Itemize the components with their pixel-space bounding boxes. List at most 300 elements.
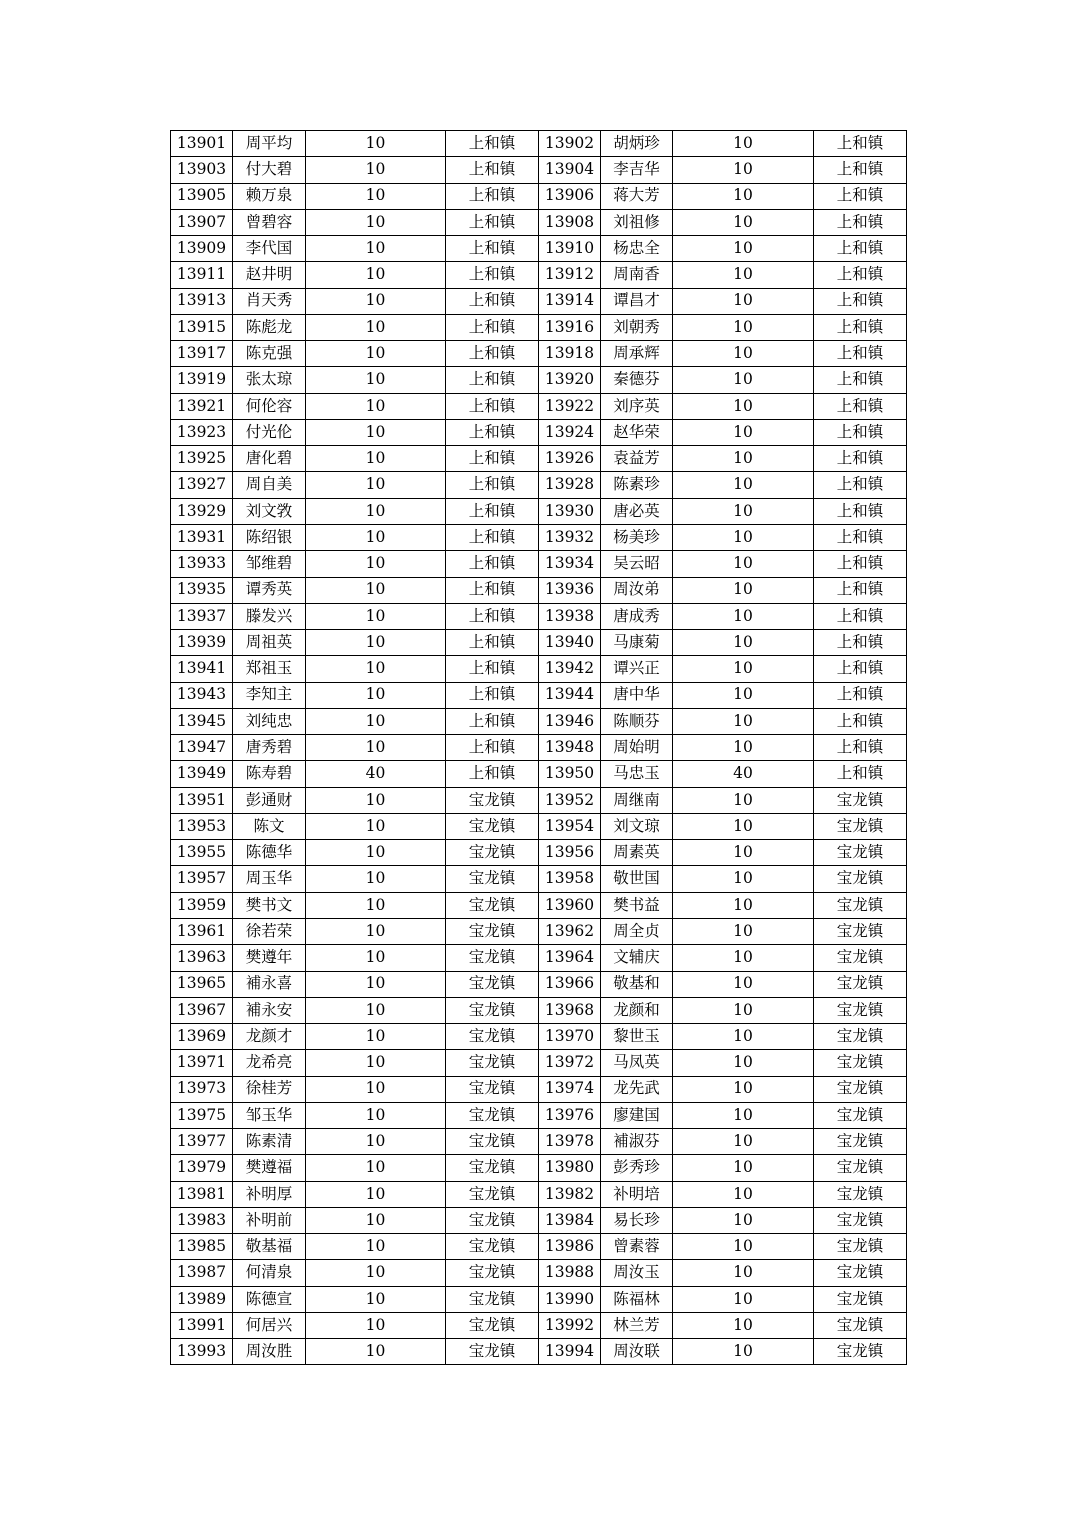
person-name-cell-left: 敬基福 — [233, 1234, 306, 1260]
town-cell-left: 宝龙镇 — [446, 1312, 539, 1338]
amount-cell-right: 10 — [673, 945, 814, 971]
person-name-cell-left: 李知主 — [233, 682, 306, 708]
amount-cell-left: 10 — [306, 577, 446, 603]
person-id-cell-left: 13945 — [171, 708, 233, 734]
person-id-cell-right: 13910 — [539, 236, 601, 262]
table-row — [171, 1207, 907, 1233]
person-id-cell-left: 13909 — [171, 236, 233, 262]
person-name-cell-right: 马凤英 — [601, 1050, 673, 1076]
town-cell-right: 宝龙镇 — [814, 1339, 907, 1365]
town-cell-right: 宝龙镇 — [814, 787, 907, 813]
amount-cell-left: 10 — [306, 840, 446, 866]
town-cell-right: 宝龙镇 — [814, 971, 907, 997]
town-cell-right: 宝龙镇 — [814, 1076, 907, 1102]
person-name-cell-left: 刘纯忠 — [233, 708, 306, 734]
amount-cell-right: 10 — [673, 1155, 814, 1181]
table-row — [171, 945, 907, 971]
town-cell-left: 上和镇 — [446, 630, 539, 656]
person-name-cell-right: 唐中华 — [601, 682, 673, 708]
person-name-cell-left: 付大碧 — [233, 157, 306, 183]
person-name-cell-right: 蒋大芳 — [601, 183, 673, 209]
amount-cell-right: 10 — [673, 630, 814, 656]
town-cell-right: 宝龙镇 — [814, 1286, 907, 1312]
person-id-cell-right: 13916 — [539, 314, 601, 340]
person-name-cell-left: 樊书文 — [233, 892, 306, 918]
table-row — [171, 498, 907, 524]
person-id-cell-left: 13951 — [171, 787, 233, 813]
town-cell-right: 宝龙镇 — [814, 866, 907, 892]
amount-cell-right: 10 — [673, 551, 814, 577]
town-cell-right: 上和镇 — [814, 446, 907, 472]
amount-cell-left: 10 — [306, 1076, 446, 1102]
amount-cell-left: 10 — [306, 367, 446, 393]
person-id-cell-right: 13920 — [539, 367, 601, 393]
town-cell-left: 宝龙镇 — [446, 840, 539, 866]
person-name-cell-left: 邹玉华 — [233, 1102, 306, 1128]
person-id-cell-left: 13985 — [171, 1234, 233, 1260]
amount-cell-left: 10 — [306, 341, 446, 367]
amount-cell-left: 10 — [306, 971, 446, 997]
person-id-cell-left: 13949 — [171, 761, 233, 787]
amount-cell-right: 10 — [673, 472, 814, 498]
town-cell-left: 上和镇 — [446, 735, 539, 761]
table-row — [171, 446, 907, 472]
table-row — [171, 393, 907, 419]
person-name-cell-left: 唐秀碧 — [233, 735, 306, 761]
roster-table — [170, 130, 907, 1365]
town-cell-left: 宝龙镇 — [446, 997, 539, 1023]
amount-cell-left: 10 — [306, 209, 446, 235]
table-row — [171, 472, 907, 498]
table-row — [171, 551, 907, 577]
person-name-cell-left: 樊遵福 — [233, 1155, 306, 1181]
person-name-cell-right: 刘文琼 — [601, 813, 673, 839]
table-row — [171, 1155, 907, 1181]
person-id-cell-left: 13979 — [171, 1155, 233, 1181]
person-id-cell-right: 13972 — [539, 1050, 601, 1076]
town-cell-left: 上和镇 — [446, 577, 539, 603]
person-name-cell-right: 曾素蓉 — [601, 1234, 673, 1260]
person-id-cell-left: 13933 — [171, 551, 233, 577]
amount-cell-right: 10 — [673, 971, 814, 997]
amount-cell-right: 10 — [673, 1102, 814, 1128]
person-name-cell-right: 谭兴正 — [601, 656, 673, 682]
amount-cell-right: 10 — [673, 1129, 814, 1155]
town-cell-right: 宝龙镇 — [814, 1102, 907, 1128]
town-cell-right: 宝龙镇 — [814, 1207, 907, 1233]
person-id-cell-right: 13930 — [539, 498, 601, 524]
person-name-cell-right: 周承辉 — [601, 341, 673, 367]
person-name-cell-right: 马康菊 — [601, 630, 673, 656]
person-id-cell-left: 13929 — [171, 498, 233, 524]
table-row — [171, 918, 907, 944]
town-cell-left: 宝龙镇 — [446, 1181, 539, 1207]
person-name-cell-right: 刘序英 — [601, 393, 673, 419]
person-id-cell-left: 13965 — [171, 971, 233, 997]
person-name-cell-right: 周素英 — [601, 840, 673, 866]
town-cell-right: 宝龙镇 — [814, 1312, 907, 1338]
person-id-cell-right: 13922 — [539, 393, 601, 419]
town-cell-left: 宝龙镇 — [446, 1129, 539, 1155]
amount-cell-right: 10 — [673, 419, 814, 445]
town-cell-left: 宝龙镇 — [446, 971, 539, 997]
person-name-cell-right: 易长珍 — [601, 1207, 673, 1233]
town-cell-left: 宝龙镇 — [446, 1260, 539, 1286]
town-cell-left: 上和镇 — [446, 419, 539, 445]
person-name-cell-right: 唐必英 — [601, 498, 673, 524]
person-name-cell-left: 陈绍银 — [233, 524, 306, 550]
person-name-cell-right: 赵华荣 — [601, 419, 673, 445]
person-id-cell-right: 13944 — [539, 682, 601, 708]
table-row — [171, 1260, 907, 1286]
amount-cell-right: 10 — [673, 367, 814, 393]
amount-cell-left: 10 — [306, 918, 446, 944]
person-id-cell-left: 13913 — [171, 288, 233, 314]
person-id-cell-left: 13953 — [171, 813, 233, 839]
town-cell-left: 宝龙镇 — [446, 1207, 539, 1233]
person-id-cell-right: 13986 — [539, 1234, 601, 1260]
amount-cell-right: 10 — [673, 1207, 814, 1233]
person-name-cell-right: 周汝联 — [601, 1339, 673, 1365]
amount-cell-left: 10 — [306, 656, 446, 682]
amount-cell-left: 10 — [306, 630, 446, 656]
amount-cell-left: 10 — [306, 945, 446, 971]
person-id-cell-right: 13964 — [539, 945, 601, 971]
table-row — [171, 787, 907, 813]
amount-cell-right: 10 — [673, 735, 814, 761]
person-id-cell-right: 13952 — [539, 787, 601, 813]
person-id-cell-left: 13993 — [171, 1339, 233, 1365]
town-cell-left: 宝龙镇 — [446, 787, 539, 813]
person-id-cell-right: 13914 — [539, 288, 601, 314]
town-cell-right: 上和镇 — [814, 551, 907, 577]
person-id-cell-right: 13906 — [539, 183, 601, 209]
person-id-cell-left: 13961 — [171, 918, 233, 944]
amount-cell-left: 10 — [306, 183, 446, 209]
person-id-cell-right: 13928 — [539, 472, 601, 498]
town-cell-left: 上和镇 — [446, 524, 539, 550]
amount-cell-left: 10 — [306, 708, 446, 734]
table-row — [171, 367, 907, 393]
person-id-cell-left: 13963 — [171, 945, 233, 971]
person-name-cell-right: 唐成秀 — [601, 603, 673, 629]
person-id-cell-right: 13970 — [539, 1024, 601, 1050]
person-id-cell-left: 13975 — [171, 1102, 233, 1128]
person-id-cell-right: 13946 — [539, 708, 601, 734]
person-name-cell-right: 樊书益 — [601, 892, 673, 918]
town-cell-right: 宝龙镇 — [814, 892, 907, 918]
amount-cell-left: 10 — [306, 866, 446, 892]
person-id-cell-left: 13931 — [171, 524, 233, 550]
table-row — [171, 577, 907, 603]
town-cell-right: 上和镇 — [814, 603, 907, 629]
amount-cell-left: 10 — [306, 419, 446, 445]
person-name-cell-right: 陈顺芬 — [601, 708, 673, 734]
person-name-cell-right: 敬世国 — [601, 866, 673, 892]
person-name-cell-right: 补明培 — [601, 1181, 673, 1207]
town-cell-left: 上和镇 — [446, 656, 539, 682]
table-row — [171, 1339, 907, 1365]
person-id-cell-right: 13962 — [539, 918, 601, 944]
person-name-cell-right: 杨美珍 — [601, 524, 673, 550]
amount-cell-left: 40 — [306, 761, 446, 787]
town-cell-right: 上和镇 — [814, 735, 907, 761]
amount-cell-left: 10 — [306, 603, 446, 629]
town-cell-left: 上和镇 — [446, 262, 539, 288]
person-name-cell-left: 张太琼 — [233, 367, 306, 393]
person-name-cell-right: 周南香 — [601, 262, 673, 288]
town-cell-right: 宝龙镇 — [814, 1129, 907, 1155]
person-id-cell-right: 13926 — [539, 446, 601, 472]
person-id-cell-left: 13959 — [171, 892, 233, 918]
person-name-cell-left: 陈素清 — [233, 1129, 306, 1155]
town-cell-left: 宝龙镇 — [446, 1050, 539, 1076]
town-cell-right: 上和镇 — [814, 472, 907, 498]
town-cell-left: 宝龙镇 — [446, 1024, 539, 1050]
town-cell-right: 宝龙镇 — [814, 997, 907, 1023]
amount-cell-right: 10 — [673, 682, 814, 708]
town-cell-left: 宝龙镇 — [446, 1286, 539, 1312]
town-cell-right: 上和镇 — [814, 708, 907, 734]
table-row — [171, 735, 907, 761]
person-name-cell-left: 何清泉 — [233, 1260, 306, 1286]
person-id-cell-left: 13919 — [171, 367, 233, 393]
person-id-cell-left: 13907 — [171, 209, 233, 235]
person-id-cell-left: 13943 — [171, 682, 233, 708]
person-id-cell-left: 13927 — [171, 472, 233, 498]
person-name-cell-right: 廖建国 — [601, 1102, 673, 1128]
person-id-cell-right: 13960 — [539, 892, 601, 918]
amount-cell-right: 10 — [673, 262, 814, 288]
person-name-cell-left: 樊遵年 — [233, 945, 306, 971]
amount-cell-left: 10 — [306, 1129, 446, 1155]
person-name-cell-left: 龙颜才 — [233, 1024, 306, 1050]
person-name-cell-right: 敬基和 — [601, 971, 673, 997]
person-name-cell-left: 刘文敩 — [233, 498, 306, 524]
table-row — [171, 419, 907, 445]
town-cell-right: 宝龙镇 — [814, 1181, 907, 1207]
town-cell-right: 宝龙镇 — [814, 918, 907, 944]
person-name-cell-left: 谭秀英 — [233, 577, 306, 603]
amount-cell-left: 10 — [306, 314, 446, 340]
person-name-cell-left: 陈文 — [233, 813, 306, 839]
person-name-cell-left: 补明前 — [233, 1207, 306, 1233]
person-id-cell-right: 13924 — [539, 419, 601, 445]
table-row — [171, 1129, 907, 1155]
person-id-cell-left: 13971 — [171, 1050, 233, 1076]
person-id-cell-right: 13956 — [539, 840, 601, 866]
person-name-cell-right: 陈素珍 — [601, 472, 673, 498]
town-cell-left: 宝龙镇 — [446, 918, 539, 944]
person-name-cell-left: 补明厚 — [233, 1181, 306, 1207]
amount-cell-left: 10 — [306, 393, 446, 419]
town-cell-right: 宝龙镇 — [814, 945, 907, 971]
table-row — [171, 288, 907, 314]
person-name-cell-right: 周汝弟 — [601, 577, 673, 603]
town-cell-left: 宝龙镇 — [446, 866, 539, 892]
person-name-cell-left: 周祖英 — [233, 630, 306, 656]
town-cell-left: 宝龙镇 — [446, 813, 539, 839]
person-id-cell-left: 13969 — [171, 1024, 233, 1050]
table-row — [171, 236, 907, 262]
person-name-cell-right: 秦德芬 — [601, 367, 673, 393]
town-cell-left: 上和镇 — [446, 708, 539, 734]
table-row — [171, 1234, 907, 1260]
town-cell-left: 上和镇 — [446, 761, 539, 787]
table-row — [171, 656, 907, 682]
town-cell-left: 上和镇 — [446, 551, 539, 577]
amount-cell-right: 10 — [673, 892, 814, 918]
person-id-cell-right: 13980 — [539, 1155, 601, 1181]
amount-cell-left: 10 — [306, 157, 446, 183]
amount-cell-right: 10 — [673, 997, 814, 1023]
person-id-cell-right: 13976 — [539, 1102, 601, 1128]
amount-cell-left: 10 — [306, 1050, 446, 1076]
amount-cell-left: 10 — [306, 262, 446, 288]
person-name-cell-left: 曾碧容 — [233, 209, 306, 235]
person-id-cell-right: 13932 — [539, 524, 601, 550]
amount-cell-right: 10 — [673, 1234, 814, 1260]
amount-cell-right: 10 — [673, 1181, 814, 1207]
person-id-cell-left: 13925 — [171, 446, 233, 472]
person-id-cell-right: 13950 — [539, 761, 601, 787]
person-id-cell-left: 13981 — [171, 1181, 233, 1207]
town-cell-right: 上和镇 — [814, 682, 907, 708]
person-name-cell-left: 何居兴 — [233, 1312, 306, 1338]
person-name-cell-right: 周汝玉 — [601, 1260, 673, 1286]
table-row — [171, 1076, 907, 1102]
town-cell-right: 上和镇 — [814, 288, 907, 314]
amount-cell-left: 10 — [306, 1312, 446, 1338]
amount-cell-left: 10 — [306, 1102, 446, 1128]
amount-cell-left: 10 — [306, 236, 446, 262]
person-name-cell-left: 陈彪龙 — [233, 314, 306, 340]
amount-cell-right: 10 — [673, 131, 814, 157]
table-row — [171, 997, 907, 1023]
amount-cell-left: 10 — [306, 1024, 446, 1050]
town-cell-left: 上和镇 — [446, 446, 539, 472]
person-name-cell-left: 陈克强 — [233, 341, 306, 367]
person-id-cell-left: 13905 — [171, 183, 233, 209]
person-name-cell-right: 彭秀珍 — [601, 1155, 673, 1181]
person-name-cell-left: 滕发兴 — [233, 603, 306, 629]
town-cell-right: 上和镇 — [814, 341, 907, 367]
amount-cell-right: 10 — [673, 1024, 814, 1050]
amount-cell-right: 10 — [673, 314, 814, 340]
person-name-cell-left: 李代国 — [233, 236, 306, 262]
person-name-cell-right: 胡炳珍 — [601, 131, 673, 157]
person-id-cell-left: 13911 — [171, 262, 233, 288]
person-name-cell-left: 付光伦 — [233, 419, 306, 445]
town-cell-left: 宝龙镇 — [446, 1076, 539, 1102]
amount-cell-right: 10 — [673, 603, 814, 629]
person-name-cell-left: 周玉华 — [233, 866, 306, 892]
person-id-cell-right: 13984 — [539, 1207, 601, 1233]
amount-cell-left: 10 — [306, 498, 446, 524]
person-name-cell-left: 周汝胜 — [233, 1339, 306, 1365]
person-name-cell-right: 補淑芬 — [601, 1129, 673, 1155]
person-name-cell-right: 马忠玉 — [601, 761, 673, 787]
amount-cell-right: 10 — [673, 524, 814, 550]
person-id-cell-left: 13991 — [171, 1312, 233, 1338]
person-name-cell-left: 補永安 — [233, 997, 306, 1023]
person-name-cell-right: 刘朝秀 — [601, 314, 673, 340]
person-id-cell-right: 13992 — [539, 1312, 601, 1338]
town-cell-right: 上和镇 — [814, 157, 907, 183]
town-cell-right: 宝龙镇 — [814, 1234, 907, 1260]
person-id-cell-right: 13934 — [539, 551, 601, 577]
person-id-cell-right: 13904 — [539, 157, 601, 183]
table-row — [171, 866, 907, 892]
person-id-cell-right: 13942 — [539, 656, 601, 682]
person-id-cell-right: 13938 — [539, 603, 601, 629]
table-row — [171, 813, 907, 839]
town-cell-right: 上和镇 — [814, 498, 907, 524]
town-cell-left: 上和镇 — [446, 603, 539, 629]
town-cell-left: 宝龙镇 — [446, 1102, 539, 1128]
person-name-cell-left: 陈寿碧 — [233, 761, 306, 787]
person-name-cell-right: 谭昌才 — [601, 288, 673, 314]
person-id-cell-right: 13948 — [539, 735, 601, 761]
table-row — [171, 1181, 907, 1207]
amount-cell-right: 10 — [673, 1260, 814, 1286]
amount-cell-right: 10 — [673, 787, 814, 813]
table-row — [171, 1024, 907, 1050]
amount-cell-left: 10 — [306, 1181, 446, 1207]
table-row — [171, 131, 907, 157]
person-id-cell-right: 13954 — [539, 813, 601, 839]
town-cell-left: 上和镇 — [446, 236, 539, 262]
town-cell-left: 宝龙镇 — [446, 945, 539, 971]
person-id-cell-right: 13968 — [539, 997, 601, 1023]
person-id-cell-left: 13937 — [171, 603, 233, 629]
person-id-cell-left: 13917 — [171, 341, 233, 367]
town-cell-left: 宝龙镇 — [446, 1155, 539, 1181]
person-name-cell-left: 何伦容 — [233, 393, 306, 419]
town-cell-left: 上和镇 — [446, 367, 539, 393]
person-id-cell-right: 13982 — [539, 1181, 601, 1207]
amount-cell-left: 10 — [306, 472, 446, 498]
amount-cell-right: 10 — [673, 1312, 814, 1338]
person-id-cell-left: 13977 — [171, 1129, 233, 1155]
table-row — [171, 630, 907, 656]
amount-cell-left: 10 — [306, 288, 446, 314]
town-cell-left: 上和镇 — [446, 314, 539, 340]
person-id-cell-right: 13912 — [539, 262, 601, 288]
person-id-cell-left: 13983 — [171, 1207, 233, 1233]
person-name-cell-left: 赖万泉 — [233, 183, 306, 209]
amount-cell-right: 10 — [673, 866, 814, 892]
person-id-cell-right: 13978 — [539, 1129, 601, 1155]
person-id-cell-right: 13974 — [539, 1076, 601, 1102]
town-cell-right: 宝龙镇 — [814, 1260, 907, 1286]
amount-cell-right: 10 — [673, 1286, 814, 1312]
table-row — [171, 157, 907, 183]
person-name-cell-left: 周自美 — [233, 472, 306, 498]
amount-cell-right: 10 — [673, 708, 814, 734]
person-id-cell-right: 13940 — [539, 630, 601, 656]
person-id-cell-left: 13957 — [171, 866, 233, 892]
town-cell-right: 上和镇 — [814, 262, 907, 288]
person-name-cell-left: 邹维碧 — [233, 551, 306, 577]
person-name-cell-left: 赵井明 — [233, 262, 306, 288]
person-name-cell-left: 徐若荣 — [233, 918, 306, 944]
person-name-cell-right: 袁益芳 — [601, 446, 673, 472]
table-row — [171, 682, 907, 708]
person-name-cell-right: 龙颜和 — [601, 997, 673, 1023]
person-name-cell-right: 周全贞 — [601, 918, 673, 944]
town-cell-right: 宝龙镇 — [814, 840, 907, 866]
